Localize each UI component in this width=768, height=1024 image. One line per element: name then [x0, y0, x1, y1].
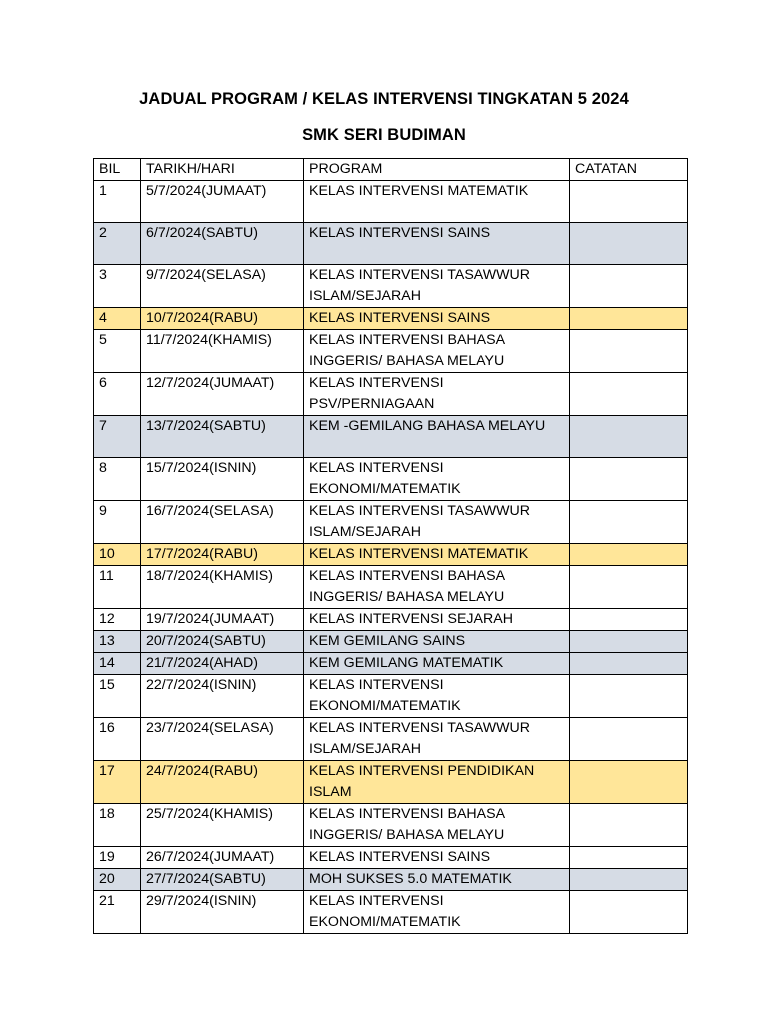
table-body	[94, 181, 688, 934]
cell-program: MOH SUKSES 5.0 MATEMATIK	[304, 869, 570, 891]
cell-bil: 14	[94, 653, 141, 675]
cell-note	[570, 653, 688, 675]
table-row	[94, 458, 688, 501]
cell-note	[570, 761, 688, 804]
cell-bil: 13	[94, 631, 141, 653]
cell-bil: 21	[94, 891, 141, 934]
cell-bil: 1	[94, 181, 141, 223]
table-header-row	[94, 159, 688, 181]
table-row	[94, 544, 688, 566]
cell-bil: 9	[94, 501, 141, 544]
cell-date: 25/7/2024(KHAMIS)	[141, 804, 304, 847]
cell-program: KELAS INTERVENSI PENDIDIKAN ISLAM	[304, 761, 570, 804]
cell-date: 23/7/2024(SELASA)	[141, 718, 304, 761]
cell-bil: 19	[94, 847, 141, 869]
cell-date: 27/7/2024(SABTU)	[141, 869, 304, 891]
cell-date: 22/7/2024(ISNIN)	[141, 675, 304, 718]
school-name: SMK SERI BUDIMAN	[302, 126, 466, 144]
cell-date: 26/7/2024(JUMAAT)	[141, 847, 304, 869]
cell-bil: 6	[94, 373, 141, 416]
table-row	[94, 501, 688, 544]
cell-date: 5/7/2024(JUMAAT)	[141, 181, 304, 223]
cell-program: KELAS INTERVENSI PSV/PERNIAGAAN	[304, 373, 570, 416]
cell-program: KELAS INTERVENSI MATEMATIK	[304, 544, 570, 566]
cell-date: 6/7/2024(SABTU)	[141, 223, 304, 265]
column-header-bil: BIL	[94, 159, 141, 181]
cell-bil: 16	[94, 718, 141, 761]
cell-bil: 4	[94, 308, 141, 330]
cell-bil: 10	[94, 544, 141, 566]
cell-date: 15/7/2024(ISNIN)	[141, 458, 304, 501]
column-header-program: PROGRAM	[304, 159, 570, 181]
cell-note	[570, 847, 688, 869]
table-row	[94, 891, 688, 934]
table-row	[94, 718, 688, 761]
cell-program: KELAS INTERVENSI MATEMATIK	[304, 181, 570, 223]
table-row	[94, 675, 688, 718]
cell-bil: 20	[94, 869, 141, 891]
table-row	[94, 653, 688, 675]
cell-date: 12/7/2024(JUMAAT)	[141, 373, 304, 416]
cell-note	[570, 458, 688, 501]
table-row	[94, 373, 688, 416]
cell-date: 16/7/2024(SELASA)	[141, 501, 304, 544]
cell-bil: 18	[94, 804, 141, 847]
table-row	[94, 223, 688, 265]
cell-note	[570, 544, 688, 566]
table-row	[94, 631, 688, 653]
cell-bil: 12	[94, 609, 141, 631]
table-row	[94, 804, 688, 847]
cell-date: 24/7/2024(RABU)	[141, 761, 304, 804]
cell-bil: 17	[94, 761, 141, 804]
cell-program: KELAS INTERVENSI BAHASA INGGERIS/ BAHASA MELAYU	[304, 566, 570, 609]
cell-date: 21/7/2024(AHAD)	[141, 653, 304, 675]
cell-note	[570, 804, 688, 847]
column-header-date: TARIKH/HARI	[141, 159, 304, 181]
table-row	[94, 761, 688, 804]
cell-bil: 15	[94, 675, 141, 718]
cell-program: KEM GEMILANG SAINS	[304, 631, 570, 653]
cell-program: KELAS INTERVENSI EKONOMI/MATEMATIK	[304, 891, 570, 934]
table-row	[94, 181, 688, 223]
cell-program: KELAS INTERVENSI BAHASA INGGERIS/ BAHASA MELAYU	[304, 804, 570, 847]
cell-bil: 11	[94, 566, 141, 609]
cell-note	[570, 675, 688, 718]
cell-note	[570, 181, 688, 223]
cell-note	[570, 609, 688, 631]
cell-note	[570, 416, 688, 458]
cell-program: KELAS INTERVENSI SAINS	[304, 847, 570, 869]
cell-date: 10/7/2024(RABU)	[141, 308, 304, 330]
cell-date: 29/7/2024(ISNIN)	[141, 891, 304, 934]
cell-program: KELAS INTERVENSI TASAWWUR ISLAM/SEJARAH	[304, 265, 570, 308]
cell-program: KELAS INTERVENSI SAINS	[304, 308, 570, 330]
table-row	[94, 416, 688, 458]
table-row	[94, 308, 688, 330]
cell-note	[570, 373, 688, 416]
cell-note	[570, 869, 688, 891]
cell-program: KELAS INTERVENSI EKONOMI/MATEMATIK	[304, 458, 570, 501]
cell-bil: 2	[94, 223, 141, 265]
cell-date: 13/7/2024(SABTU)	[141, 416, 304, 458]
table-row	[94, 265, 688, 308]
cell-note	[570, 501, 688, 544]
schedule-table	[93, 158, 688, 934]
cell-program: KELAS INTERVENSI TASAWWUR ISLAM/SEJARAH	[304, 501, 570, 544]
column-header-note: CATATAN	[570, 159, 688, 181]
table-row	[94, 330, 688, 373]
cell-date: 19/7/2024(JUMAAT)	[141, 609, 304, 631]
table-row	[94, 566, 688, 609]
cell-date: 11/7/2024(KHAMIS)	[141, 330, 304, 373]
cell-bil: 8	[94, 458, 141, 501]
cell-note	[570, 718, 688, 761]
cell-program: KEM GEMILANG MATEMATIK	[304, 653, 570, 675]
table-row	[94, 847, 688, 869]
cell-program: KELAS INTERVENSI TASAWWUR ISLAM/SEJARAH	[304, 718, 570, 761]
cell-date: 9/7/2024(SELASA)	[141, 265, 304, 308]
cell-note	[570, 631, 688, 653]
page-title: JADUAL PROGRAM / KELAS INTERVENSI TINGKATAN 5 2024	[139, 90, 629, 108]
cell-note	[570, 223, 688, 265]
cell-program: KELAS INTERVENSI BAHASA INGGERIS/ BAHASA MELAYU	[304, 330, 570, 373]
table-row	[94, 609, 688, 631]
cell-bil: 7	[94, 416, 141, 458]
cell-note	[570, 566, 688, 609]
cell-bil: 5	[94, 330, 141, 373]
cell-note	[570, 330, 688, 373]
cell-date: 18/7/2024(KHAMIS)	[141, 566, 304, 609]
cell-note	[570, 265, 688, 308]
cell-program: KELAS INTERVENSI SEJARAH	[304, 609, 570, 631]
cell-program: KEM -GEMILANG BAHASA MELAYU	[304, 416, 570, 458]
cell-note	[570, 308, 688, 330]
cell-note	[570, 891, 688, 934]
cell-date: 20/7/2024(SABTU)	[141, 631, 304, 653]
cell-program: KELAS INTERVENSI SAINS	[304, 223, 570, 265]
cell-program: KELAS INTERVENSI EKONOMI/MATEMATIK	[304, 675, 570, 718]
cell-bil: 3	[94, 265, 141, 308]
table-row	[94, 869, 688, 891]
cell-date: 17/7/2024(RABU)	[141, 544, 304, 566]
